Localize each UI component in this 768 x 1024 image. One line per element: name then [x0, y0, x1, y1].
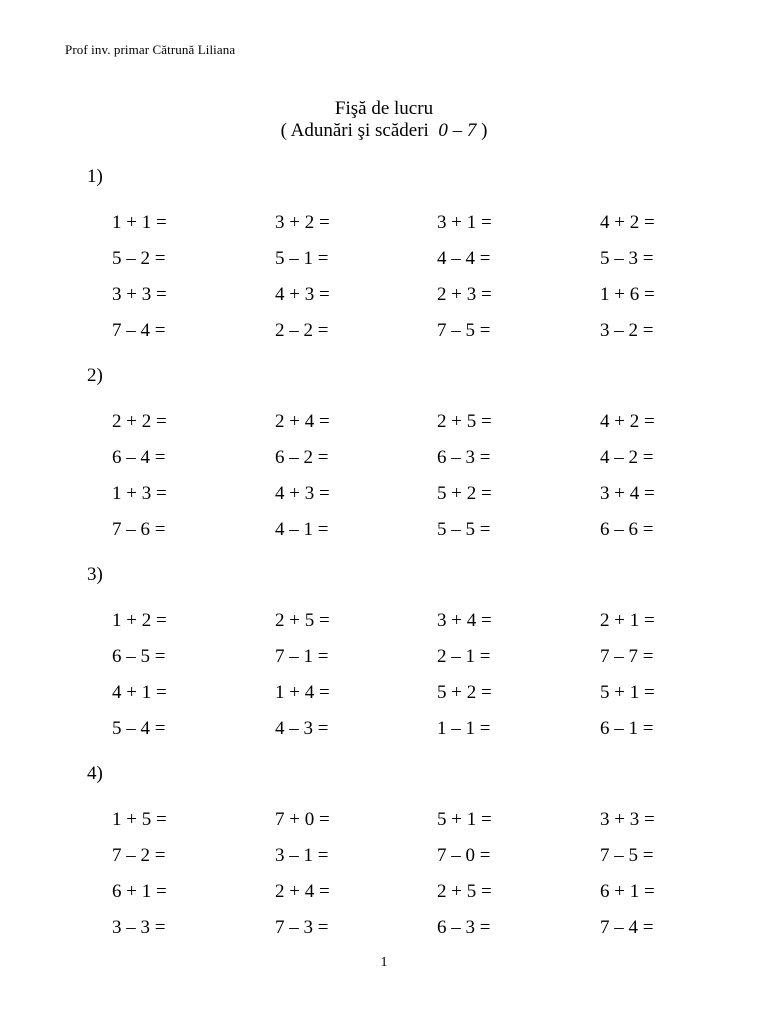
math-problem: 7 – 4 = [112, 320, 166, 341]
math-problem: 5 – 5 = [437, 519, 491, 540]
math-problem: 7 – 1 = [275, 646, 329, 667]
worksheet-title: Fişă de lucru [334, 98, 434, 119]
math-problem: 2 – 1 = [437, 646, 491, 667]
math-problem: 6 – 5 = [112, 646, 166, 667]
math-problem: 1 + 5 = [112, 809, 167, 830]
math-problem: 4 + 3 = [275, 284, 330, 305]
math-problem: 7 + 0 = [275, 809, 330, 830]
section-label: 2) [87, 365, 103, 386]
math-problem: 1 + 1 = [112, 212, 167, 233]
subtitle-prefix: ( Adunări şi scăderi [280, 120, 429, 141]
math-problem: 1 – 1 = [437, 718, 491, 739]
math-problem: 7 – 4 = [600, 917, 654, 938]
math-problem: 2 + 5 = [437, 411, 492, 432]
math-problem: 2 – 2 = [275, 320, 329, 341]
math-problem: 5 – 1 = [275, 248, 329, 269]
math-problem: 4 – 3 = [275, 718, 329, 739]
math-problem: 5 + 2 = [437, 483, 492, 504]
math-problem: 3 + 2 = [275, 212, 330, 233]
section-label: 1) [87, 166, 103, 187]
math-problem: 1 + 3 = [112, 483, 167, 504]
math-problem: 7 – 5 = [437, 320, 491, 341]
subtitle-suffix: ) [481, 120, 488, 141]
math-problem: 7 – 2 = [112, 845, 166, 866]
math-problem: 6 – 3 = [437, 447, 491, 468]
math-problem: 3 – 1 = [275, 845, 329, 866]
math-problem: 3 – 3 = [112, 917, 166, 938]
math-problem: 3 + 3 = [112, 284, 167, 305]
math-problem: 6 – 1 = [600, 718, 654, 739]
math-problem: 5 + 1 = [600, 682, 655, 703]
math-problem: 2 + 3 = [437, 284, 492, 305]
worksheet-subtitle [0, 120, 768, 142]
math-problem: 4 – 4 = [437, 248, 491, 269]
math-problem: 7 – 3 = [275, 917, 329, 938]
math-problem: 3 + 1 = [437, 212, 492, 233]
title-block [0, 98, 768, 142]
math-problem: 4 + 2 = [600, 212, 655, 233]
math-problem: 3 – 2 = [600, 320, 654, 341]
math-problem: 7 – 5 = [600, 845, 654, 866]
math-problem: 3 + 3 = [600, 809, 655, 830]
math-problem: 5 + 1 = [437, 809, 492, 830]
math-problem: 5 + 2 = [437, 682, 492, 703]
math-problem: 4 – 2 = [600, 447, 654, 468]
math-problem: 2 + 5 = [437, 881, 492, 902]
math-problem: 4 + 1 = [112, 682, 167, 703]
math-problem: 5 – 2 = [112, 248, 166, 269]
math-problem: 4 + 3 = [275, 483, 330, 504]
math-problem: 6 + 1 = [112, 881, 167, 902]
math-problem: 6 – 2 = [275, 447, 329, 468]
math-problem: 2 + 1 = [600, 610, 655, 631]
math-problem: 4 + 2 = [600, 411, 655, 432]
math-problem: 6 – 3 = [437, 917, 491, 938]
math-problem: 2 + 2 = [112, 411, 167, 432]
math-problem: 5 – 3 = [600, 248, 654, 269]
math-problem: 7 – 7 = [600, 646, 654, 667]
math-problem: 2 + 5 = [275, 610, 330, 631]
section-label: 3) [87, 564, 103, 585]
math-problem: 4 – 1 = [275, 519, 329, 540]
math-problem: 7 – 0 = [437, 845, 491, 866]
author-header: Prof inv. primar Cătrună Liliana [65, 42, 236, 57]
section-label: 4) [87, 763, 103, 784]
math-problem: 2 + 4 = [275, 411, 330, 432]
math-problem: 3 + 4 = [600, 483, 655, 504]
math-problem: 7 – 6 = [112, 519, 166, 540]
math-problem: 1 + 2 = [112, 610, 167, 631]
math-problem: 6 – 4 = [112, 447, 166, 468]
math-problem: 1 + 6 = [600, 284, 655, 305]
math-problem: 3 + 4 = [437, 610, 492, 631]
subtitle-range: 0 – 7 [438, 120, 477, 141]
math-problem: 5 – 4 = [112, 718, 166, 739]
math-problem: 6 – 6 = [600, 519, 654, 540]
math-problem: 1 + 4 = [275, 682, 330, 703]
math-problem: 2 + 4 = [275, 881, 330, 902]
page-number: 1 [380, 955, 388, 970]
math-problem: 6 + 1 = [600, 881, 655, 902]
